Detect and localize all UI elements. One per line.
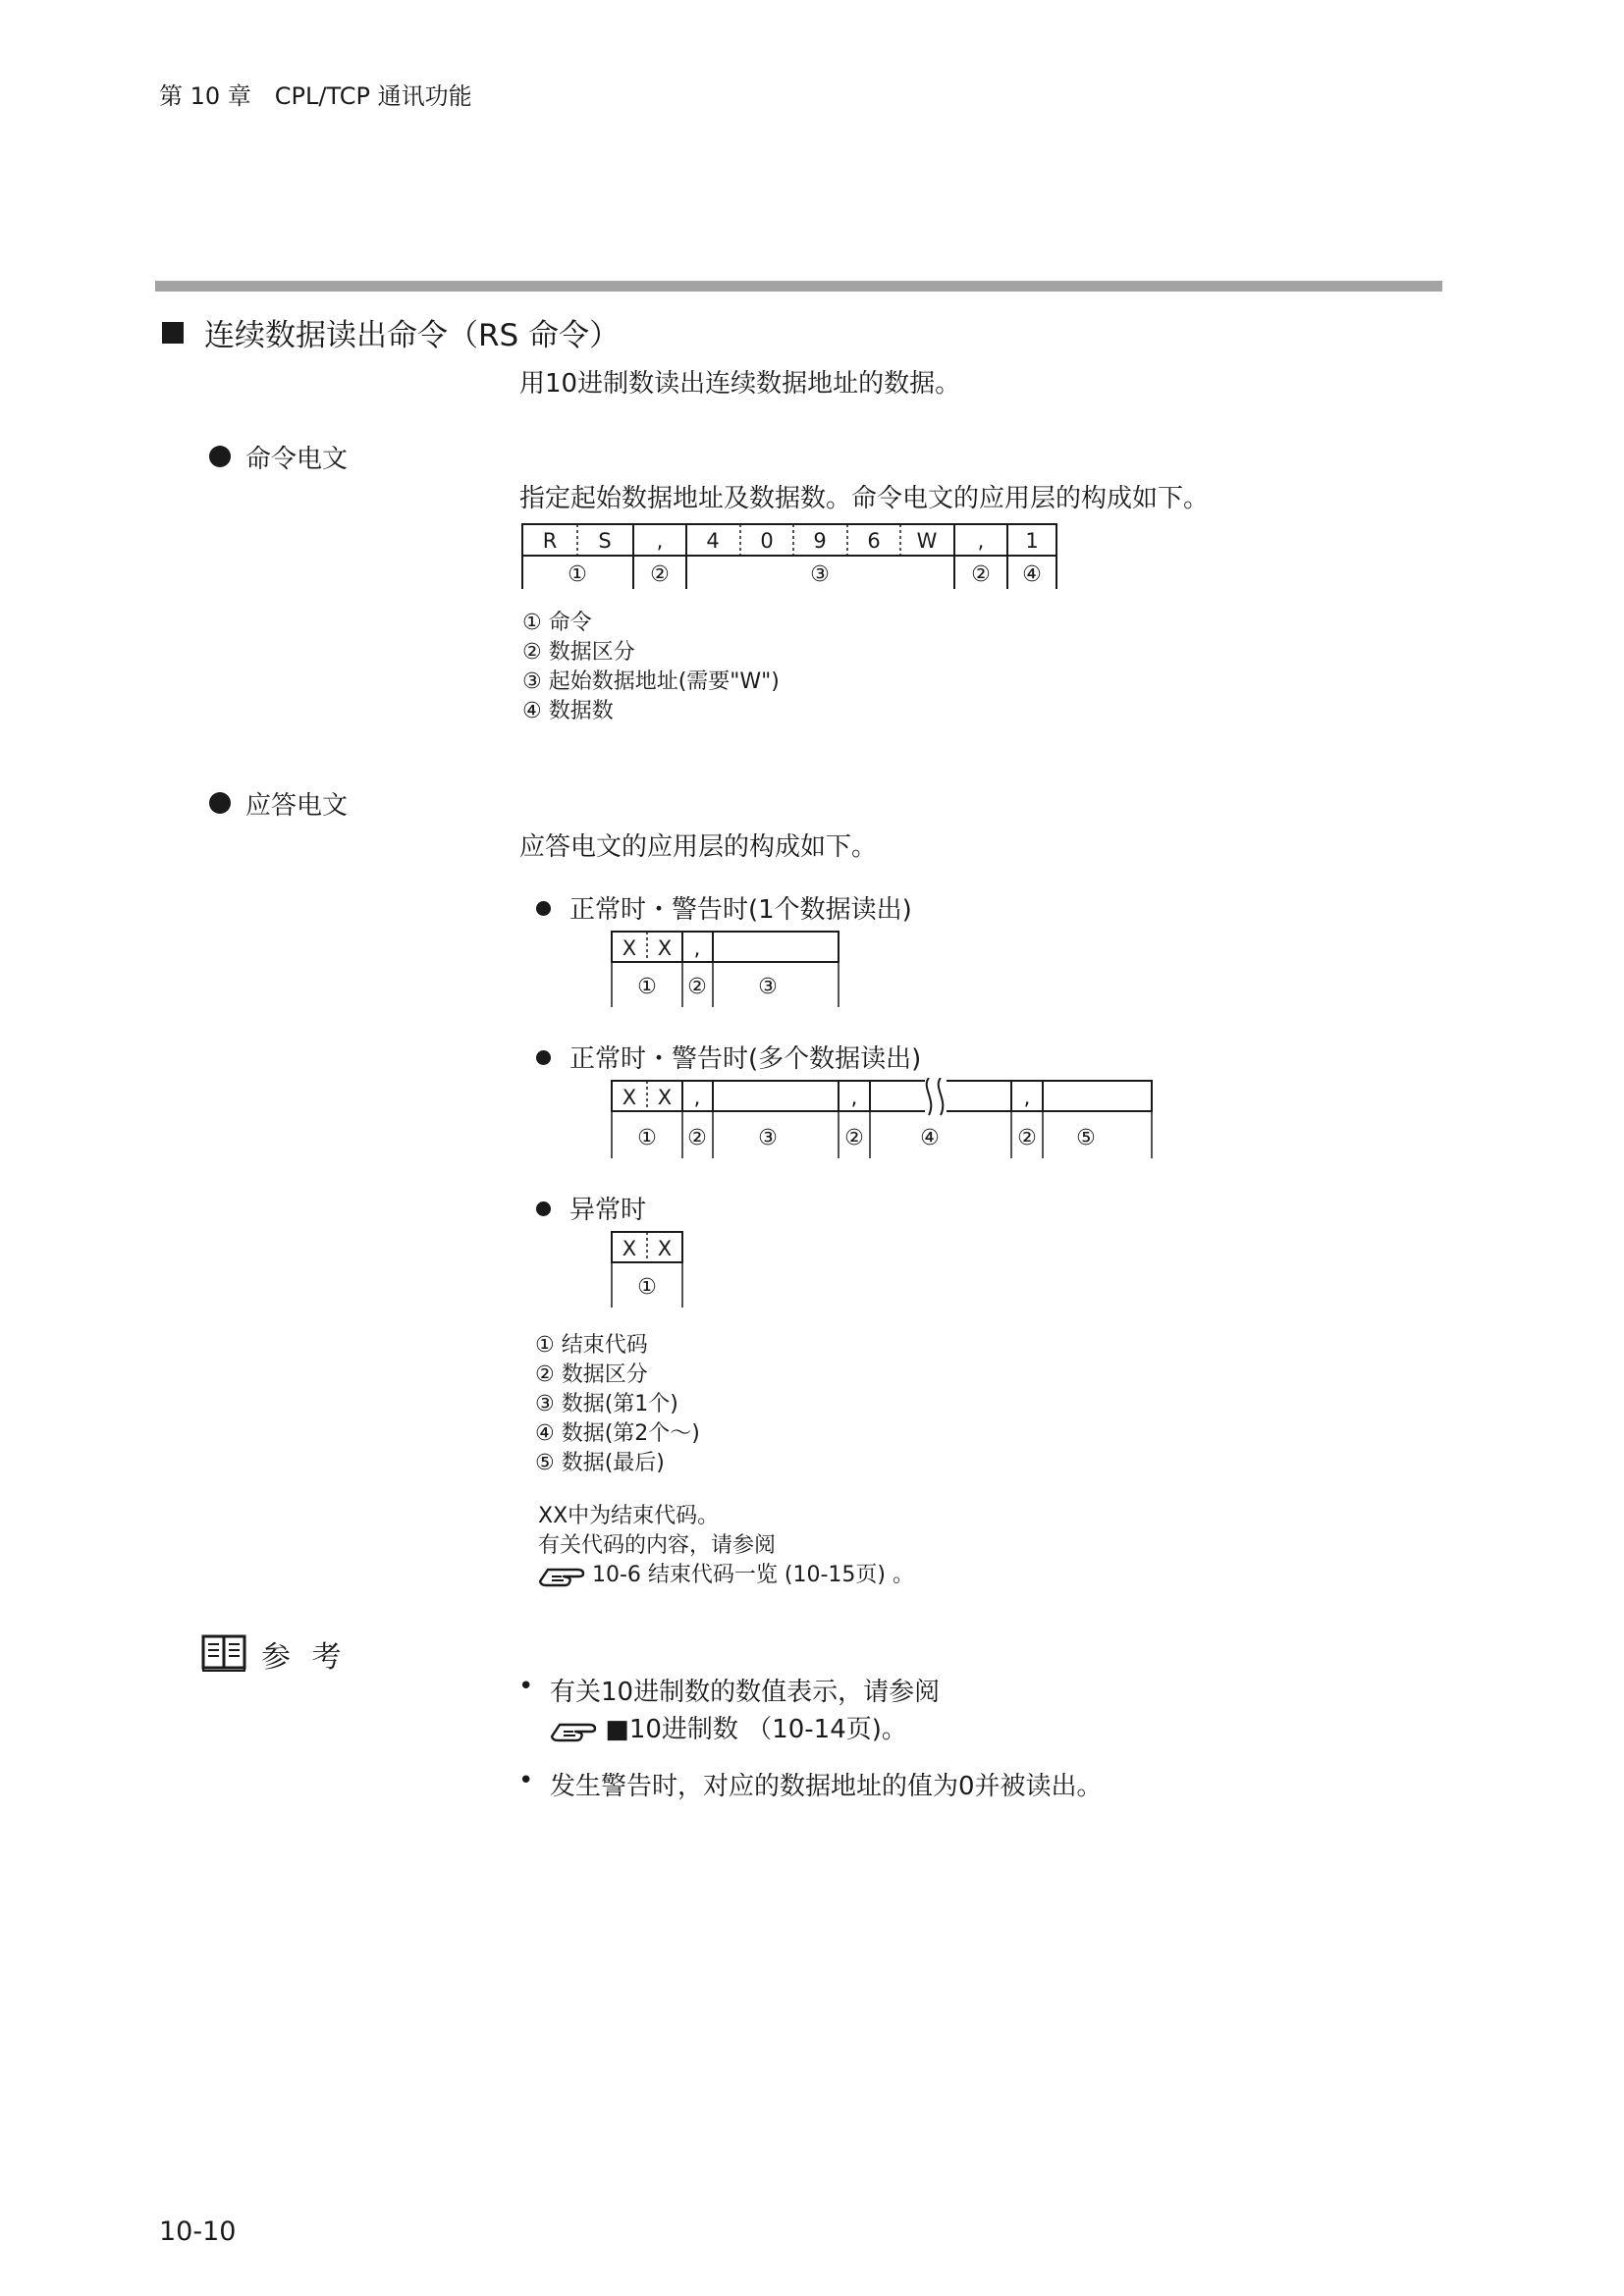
bullet-dot-icon <box>209 792 231 814</box>
multi-cell: , <box>850 1086 858 1109</box>
cmd-cell: , <box>977 529 985 553</box>
bullet-dot-small: • <box>518 1766 534 1795</box>
cmd-cell: 4 <box>706 529 720 553</box>
multi-mark: ② <box>687 1126 707 1150</box>
cmd-cell: 1 <box>1025 529 1039 553</box>
cmd-cell: 6 <box>867 529 881 553</box>
multi-mark: ② <box>844 1126 864 1150</box>
multi-cell: , <box>693 1086 701 1109</box>
single-mark: ① <box>637 975 657 999</box>
section-title: 连续数据读出命令（RS 命令） <box>204 318 621 353</box>
bullet-dot-icon <box>209 446 231 467</box>
command-description: 指定起始数据地址及数据数。命令电文的应用层的构成如下。 <box>519 484 1210 513</box>
multi-mark: ③ <box>758 1126 778 1150</box>
single-cell: , <box>693 936 701 960</box>
reference-bullet-2: 发生警告时，对应的数据地址的值为0并被读出。 <box>550 1772 1103 1801</box>
bullet-dot-icon <box>536 901 551 916</box>
cmd-cell: 9 <box>813 529 827 553</box>
legend-item: ③ 数据(第1个) <box>535 1392 678 1416</box>
multi-mark: ⑤ <box>1076 1126 1096 1150</box>
normal-single-frame-diagram <box>609 929 844 1011</box>
cmd-mark: ② <box>650 562 670 587</box>
command-legend <box>522 609 780 726</box>
cmd-mark: ④ <box>1022 562 1042 587</box>
note-reference[interactable] <box>538 1561 914 1590</box>
section-intro: 用10进制数读出连续数据地址的数据。 <box>519 369 961 399</box>
response-notes <box>538 1502 914 1590</box>
multi-cell: X <box>622 1086 637 1109</box>
reference-link-text: ■10进制数 （10-14页)。 <box>605 1715 907 1744</box>
cmd-cell: W <box>916 529 938 553</box>
single-cell: X <box>622 936 637 960</box>
chapter-header: 第 10 章 CPL/TCP 通讯功能 <box>159 82 472 110</box>
note-text: 有关代码的内容，请参阅 <box>538 1533 777 1558</box>
legend-item: ② 数据区分 <box>535 1362 648 1387</box>
note-reference-text: 10-6 结束代码一览 (10-15页) 。 <box>592 1563 915 1587</box>
note-text: XX中为结束代码。 <box>538 1504 720 1528</box>
abnormal-cell: X <box>622 1237 637 1260</box>
cmd-cell: R <box>542 529 558 553</box>
abnormal-cell: X <box>657 1237 673 1260</box>
command-heading: 命令电文 <box>245 445 349 474</box>
cmd-cell: , <box>656 529 664 553</box>
abnormal-mark: ① <box>637 1275 657 1300</box>
command-frame-diagram <box>511 520 1070 599</box>
single-mark: ③ <box>758 975 778 999</box>
multi-cell: , <box>1023 1086 1031 1109</box>
legend-item: ④ 数据数 <box>522 699 614 723</box>
reference-heading: 参 考 <box>261 1640 348 1675</box>
bullet-dot-icon <box>536 1201 551 1216</box>
section-divider <box>155 281 1442 292</box>
single-mark: ② <box>687 975 707 999</box>
multi-cell: X <box>657 1086 673 1109</box>
reference-bullet-1: 有关10进制数的数值表示，请参阅 <box>550 1678 941 1707</box>
bullet-dot-icon <box>536 1050 551 1065</box>
multi-mark: ④ <box>920 1126 940 1150</box>
single-cell: X <box>657 936 673 960</box>
cmd-mark: ② <box>971 562 991 587</box>
pointing-hand-icon <box>538 1562 585 1589</box>
normal-multi-frame-diagram <box>609 1078 1159 1162</box>
legend-item: ① 命令 <box>522 611 592 635</box>
legend-item: ① 结束代码 <box>535 1333 648 1358</box>
square-bullet-icon <box>162 322 184 344</box>
response-description: 应答电文的应用层的构成如下。 <box>519 832 878 862</box>
page-number: 10-10 <box>159 2216 237 2247</box>
reference-link[interactable] <box>550 1709 907 1745</box>
bullet-dot-small: • <box>518 1672 534 1701</box>
normal-single-label: 正常时・警告时(1个数据读出) <box>569 895 912 925</box>
legend-item: ② 数据区分 <box>522 640 635 665</box>
cmd-cell: S <box>598 529 612 553</box>
pointing-hand-icon <box>550 1717 597 1744</box>
response-legend <box>535 1331 700 1478</box>
multi-mark: ② <box>1017 1126 1037 1150</box>
cmd-cell: 0 <box>760 529 774 553</box>
normal-multi-label: 正常时・警告时(多个数据读出) <box>569 1044 922 1074</box>
multi-mark: ① <box>637 1126 657 1150</box>
cmd-mark: ③ <box>810 562 830 587</box>
abnormal-label: 异常时 <box>569 1196 647 1225</box>
legend-item: ④ 数据(第2个〜) <box>535 1421 700 1446</box>
response-heading: 应答电文 <box>245 791 349 821</box>
legend-item: ⑤ 数据(最后) <box>535 1451 665 1475</box>
cmd-mark: ① <box>568 562 587 587</box>
book-icon <box>201 1632 246 1672</box>
legend-item: ③ 起始数据地址(需要"W") <box>522 669 780 694</box>
abnormal-frame-diagram <box>609 1229 697 1311</box>
